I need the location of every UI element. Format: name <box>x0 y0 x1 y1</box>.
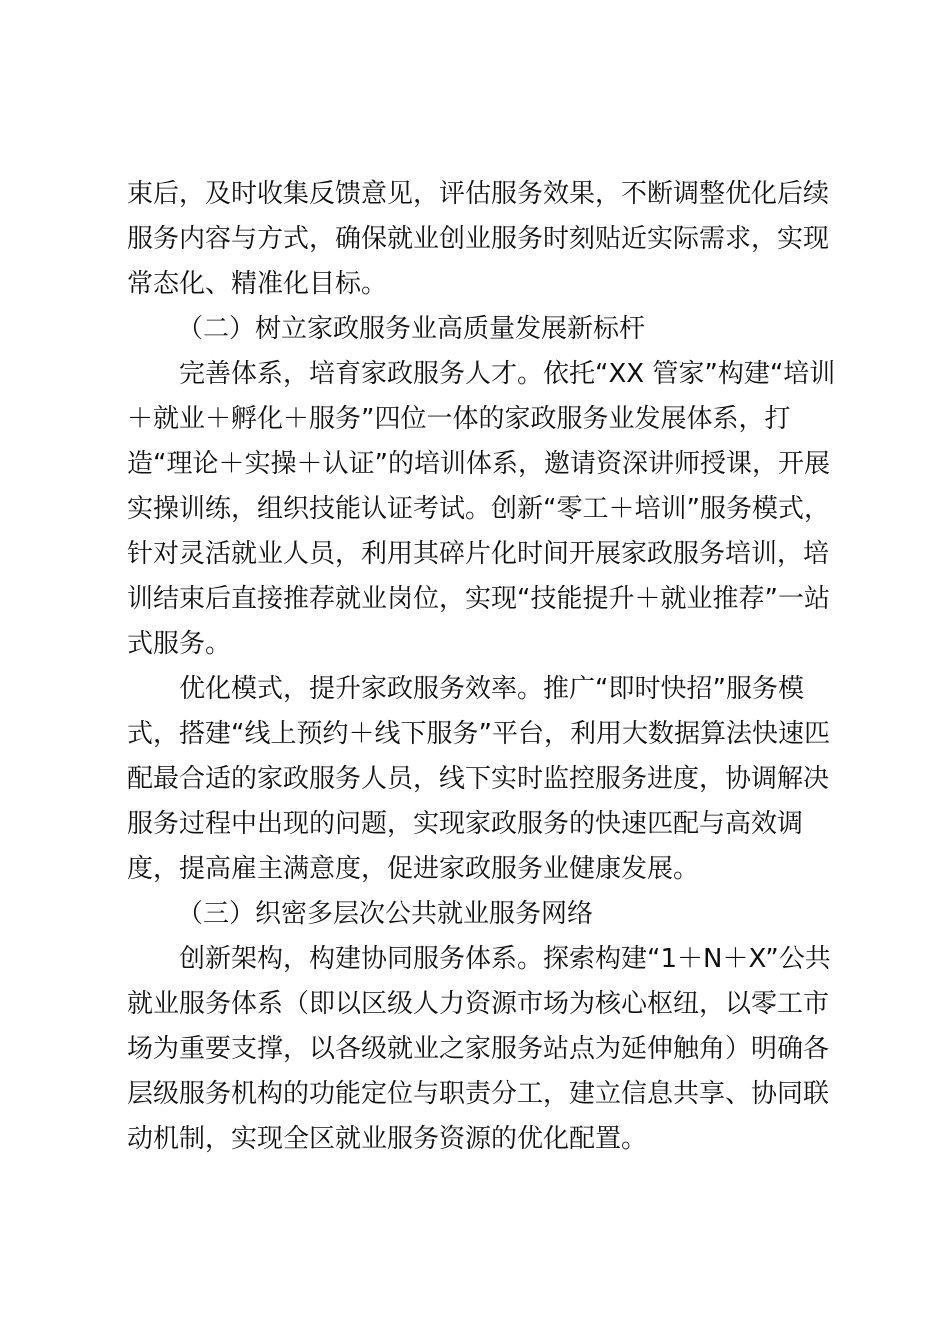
paragraph-line: ＋就业＋孵化＋服务”四位一体的家政服务业发展体系，打 <box>127 404 791 434</box>
paragraph-line: 造“理论＋实操＋认证”的培训体系，邀请资深讲师授课，开展 <box>127 449 830 479</box>
paragraph-line: 服务内容与方式，确保就业创业服务时刻贴近实际需求，实现 <box>127 224 830 254</box>
paragraph-line: 服务过程中出现的问题，实现家政服务的快速匹配与高效调 <box>127 809 804 839</box>
paragraph-line: 完善体系，培育家政服务人才。依托“XX 管家”构建“培训 <box>179 359 836 389</box>
section-heading: （二）树立家政服务业高质量发展新标杆 <box>177 314 646 344</box>
paragraph-line: 创新架构，构建协同服务体系。探索构建“1＋N＋X”公共 <box>179 944 831 974</box>
paragraph-line: 度，提高雇主满意度，促进家政服务业健康发展。 <box>127 854 700 884</box>
paragraph-line: 式服务。 <box>127 629 232 659</box>
paragraph-line: 针对灵活就业人员，利用其碎片化时间开展家政服务培训，培 <box>127 539 830 569</box>
document-body <box>127 172 836 1162</box>
paragraph-line: 就业服务体系（即以区级人力资源市场为核心枢纽，以零工市 <box>127 989 830 1019</box>
paragraph-line: 训结束后直接推荐就业岗位，实现“技能提升＋就业推荐”一站 <box>127 584 830 614</box>
paragraph-line: 实操训练，组织技能认证考试。创新“零工＋培训”服务模式， <box>127 494 830 524</box>
paragraph-line: 束后，及时收集反馈意见，评估服务效果，不断调整优化后续 <box>127 179 830 209</box>
section-heading: （三）织密多层次公共就业服务网络 <box>177 899 594 929</box>
paragraph-line: 层级服务机构的功能定位与职责分工，建立信息共享、协同联 <box>127 1079 830 1109</box>
paragraph-line: 配最合适的家政服务人员，线下实时监控服务进度，协调解决 <box>127 764 830 794</box>
paragraph-line: 优化模式，提升家政服务效率。推广“即时快招”服务模 <box>179 674 804 704</box>
paragraph-line: 式，搭建“线上预约＋线下服务”平台，利用大数据算法快速匹 <box>127 719 830 749</box>
paragraph-line: 动机制，实现全区就业服务资源的优化配置。 <box>127 1124 648 1154</box>
paragraph-line: 场为重要支撑，以各级就业之家服务站点为延伸触角）明确各 <box>127 1034 830 1064</box>
paragraph-line: 常态化、精准化目标。 <box>127 269 388 299</box>
